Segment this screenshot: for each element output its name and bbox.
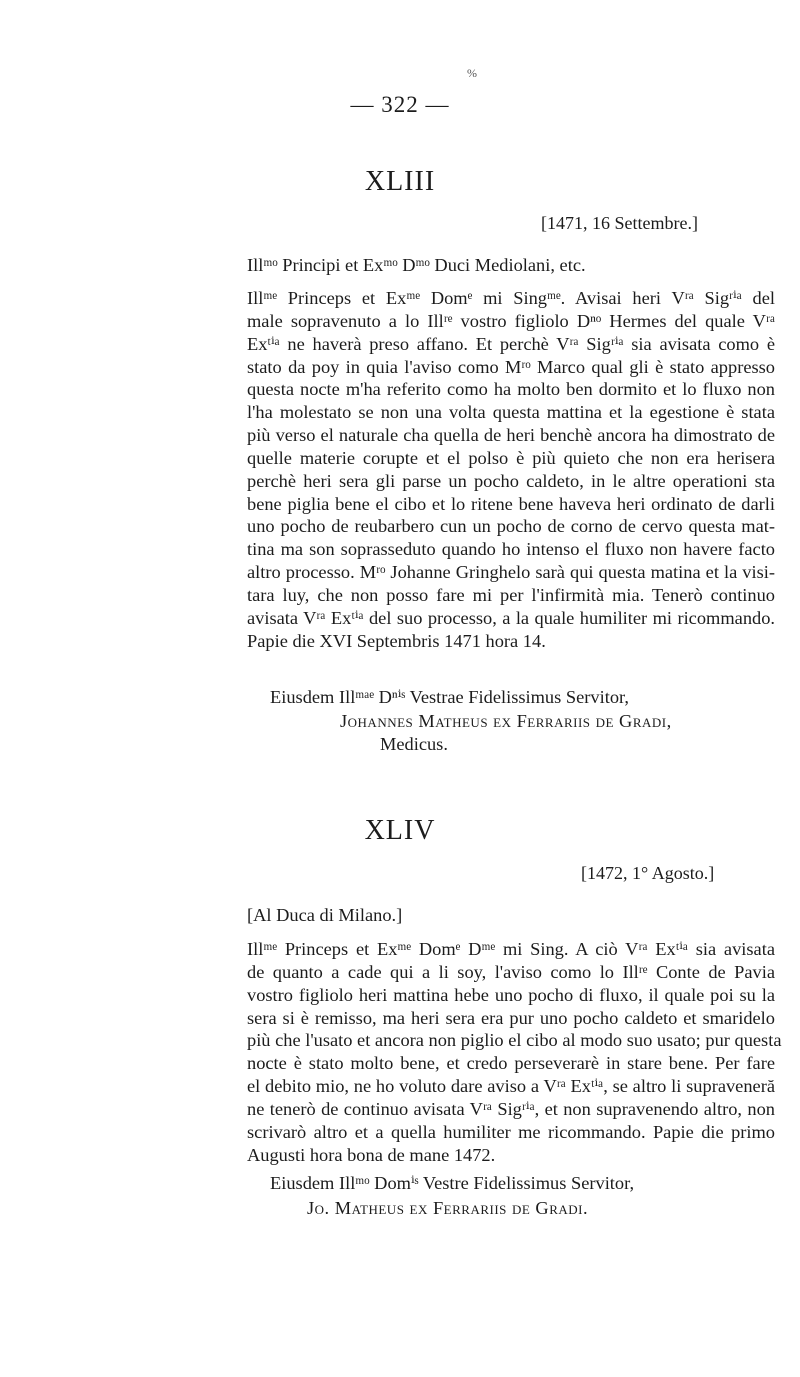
letter-address-xliii: Illᵐᵒ Principi et Exᵐᵒ Dᵐᵒ Duci Mediolani, etc. [247, 255, 586, 275]
text-line: el debito mio, ne ho voluto dare aviso a Vʳᵃ Exᵗⁱᵃ, se altro li supraveneră [247, 1076, 775, 1097]
text-line: avisata Vʳᵃ Exᵗⁱᵃ del suo processo, a la quale humiliter mi ricommando. [247, 607, 775, 628]
letter-date-xliii: [1471, 16 Settembre.] [541, 213, 698, 233]
page-mark: % [467, 66, 477, 80]
text-line: tara luy, che non posso fare mi per l'infirmità mia. Tenerò continuo [247, 584, 775, 605]
text-line: Papie die XVI Septembris 1471 hora 14. [247, 630, 546, 651]
text-line: quelle materie corupte et el polso è più quieto che non era herisera [247, 447, 775, 468]
letter-closing-xliv: Eiusdem Illᵐᵒ Domⁱˢ Vestre Fidelissimus Servitor, [270, 1173, 635, 1193]
letter-closing-xliii: Eiusdem Illᵐᵃᵉ Dⁿⁱˢ Vestrae Fidelissimus Servitor, [270, 687, 629, 707]
text-line: ne tenerò de continuo avisata Vʳᵃ Sigʳⁱᵃ, et non supravenendo altro, non [247, 1098, 775, 1119]
text-line: perchè heri sera gli parse un pocho caldeto, in le altre operationi sta [247, 470, 775, 491]
letter-role-xliii: Medicus. [380, 734, 448, 754]
text-line: sera si è remisso, ma heri sera era pur uno pocho caldeto et smaridelo [247, 1007, 775, 1028]
text-line: de quanto a cade qui a li soy, l'aviso como lo Illʳᵉ Conte de Pavia [247, 961, 775, 982]
letter-date-xliv: [1472, 1° Agosto.] [581, 863, 715, 883]
letter-signature-xliii: Johannes Matheus ex Ferrariis de Gradi, [340, 711, 672, 731]
text-line: Augusti hora bona de mane 1472. [247, 1144, 496, 1165]
text-line: più che l'usato et ancora non piglio el cibo al modo suo usato; pur questa [247, 1030, 782, 1051]
letter-heading-xliv: XLIV [364, 815, 436, 846]
text-line: l'ha molestato se non una volta questa mattina et la egestione è stata [247, 402, 775, 423]
text-line: tina ma son soprasseduto quando ho intenso el fluxo non havere facto [247, 539, 775, 560]
text-line: Illᵐᵉ Princeps et Exᵐᵉ Domᵉ Dᵐᵉ mi Sing. A ciò Vʳᵃ Exᵗⁱᵃ sia avisata [247, 939, 775, 959]
text-line: vostro figliolo heri mattina hebe uno pocho di fluxo, il quale poi su la [247, 984, 775, 1005]
text-line: altro processo. Mʳᵒ Johanne Gringhelo sarà qui questa matina et la visi- [247, 562, 775, 583]
text-line: uno pocho de reubarbero cun un pocho de corno de cervo questa mat- [247, 516, 775, 537]
text-line: nocte è stato molto bene, et credo perseverarè in stare bene. Per fare [247, 1053, 775, 1074]
text-line: Exᵗⁱᵃ ne haverà preso affano. Et perchè Vʳᵃ Sigʳⁱᵃ sia avisata como è [247, 333, 775, 354]
text-line: scrivarò altro et a quella humiliter me ricommando. Papie die primo [247, 1121, 775, 1142]
letter-body-xliv [247, 938, 782, 1166]
letter-signature-xliv: Jo. Matheus ex Ferrariis de Gradi. [307, 1198, 589, 1218]
letter-address-xliv: [Al Duca di Milano.] [247, 905, 403, 925]
letter-heading-xliii: XLIII [364, 166, 436, 197]
letter-body-xliii [247, 287, 775, 653]
text-line: bene piglia bene el cibo et lo ritene bene haveva heri ordinato de darli [247, 493, 775, 514]
text-line: male sopravenuto a lo Illʳᵉ vostro figliolo Dⁿᵒ Hermes del quale Vʳᵃ [247, 310, 775, 331]
text-line: stato da poy in quia l'aviso como Mʳᵒ Marco qual gli è stato appresso [247, 356, 775, 377]
text-line: questa nocte m'ha referito como ha molto ben dormito et lo fluxo non [247, 379, 775, 400]
text-line: più verso el naturale cha quella de heri benchè ancora ha dimostrato de [247, 425, 775, 446]
text-line: Illᵐᵉ Princeps et Exᵐᵉ Domᵉ mi Singᵐᵉ. Avisai heri Vʳᵃ Sigʳⁱᵃ del [247, 288, 775, 308]
page-number: — 322 — [350, 92, 450, 117]
